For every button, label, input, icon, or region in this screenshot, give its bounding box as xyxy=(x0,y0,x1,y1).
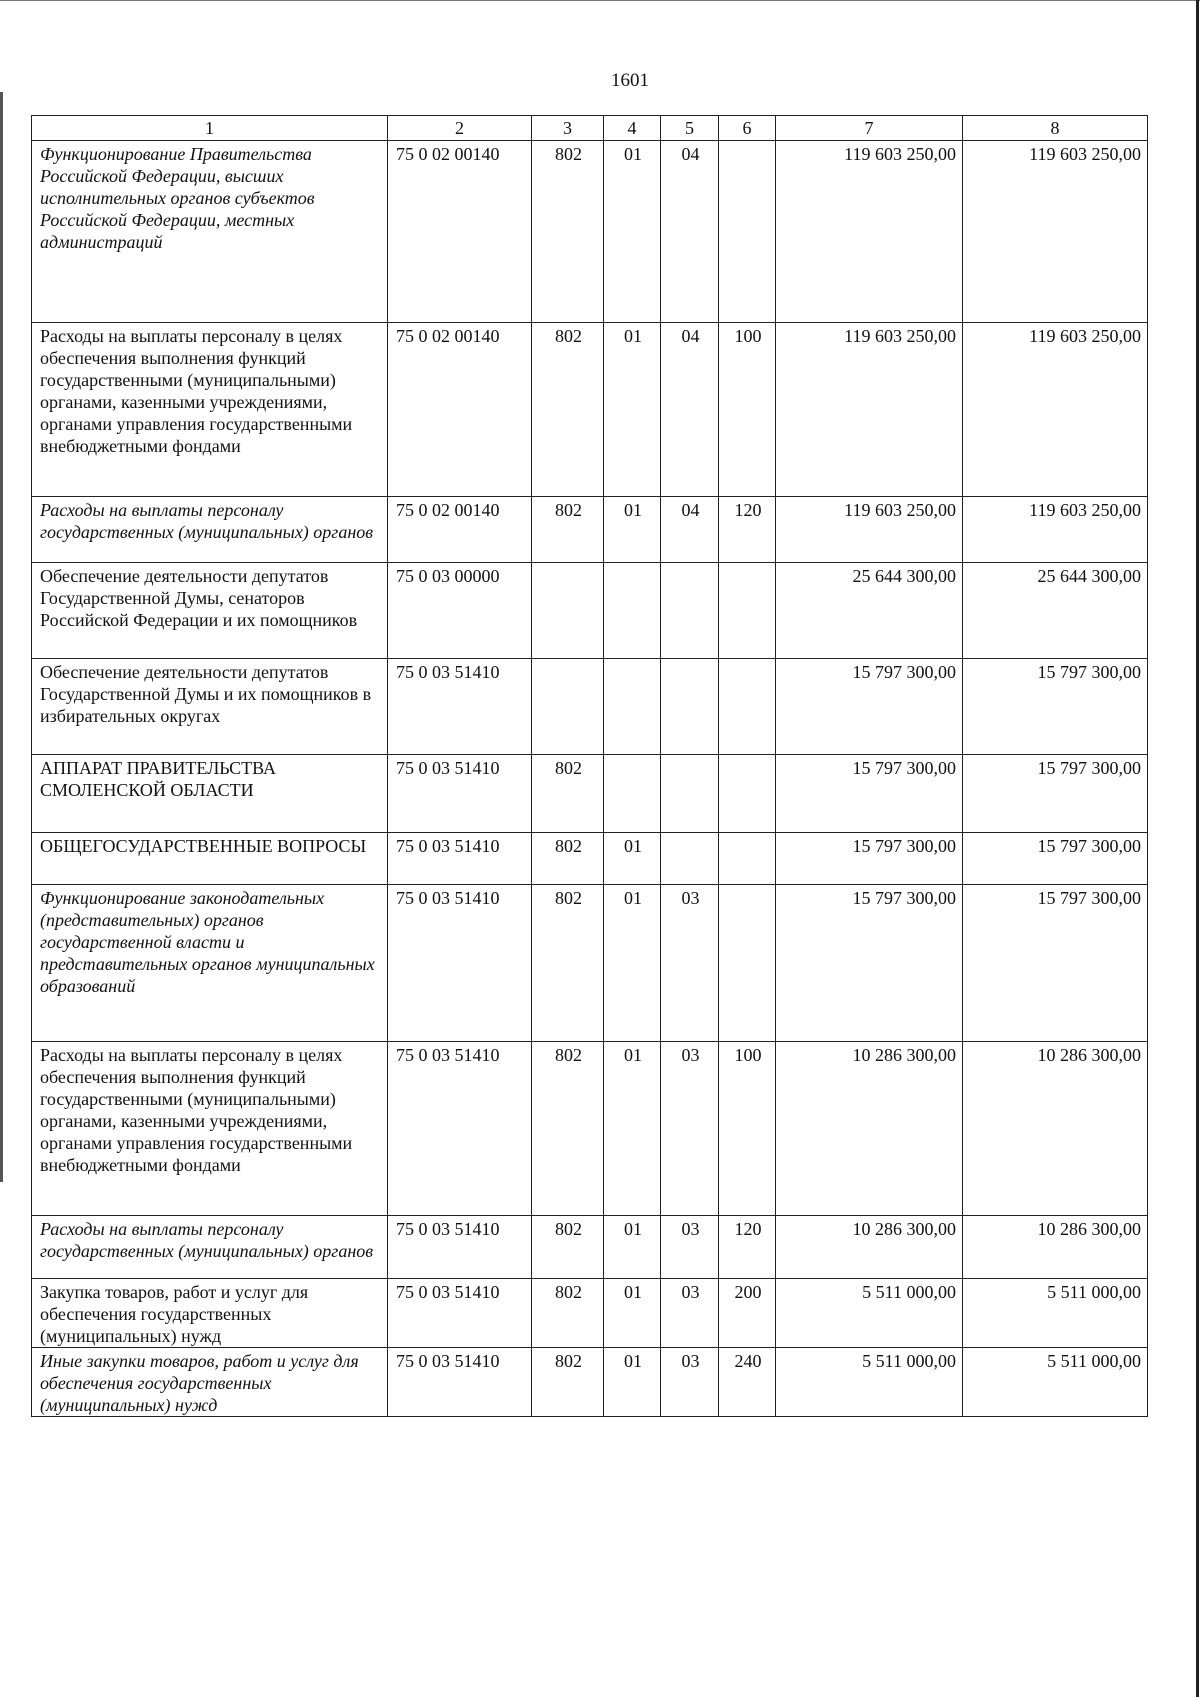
target-article-cell: 75 0 03 51410 xyxy=(388,1216,532,1279)
admin-code-cell: 802 xyxy=(532,755,604,833)
section-cell: 01 xyxy=(604,497,661,563)
target-article-cell: 75 0 03 51410 xyxy=(388,755,532,833)
target-article-cell: 75 0 03 51410 xyxy=(388,1042,532,1216)
subsection-cell: 04 xyxy=(661,497,719,563)
amount-cell: 15 797 300,00 xyxy=(963,833,1148,885)
column-header: 1 xyxy=(32,116,388,141)
row-name-cell: ОБЩЕГОСУДАРСТВЕННЫЕ ВОПРОСЫ xyxy=(32,833,388,885)
column-header: 2 xyxy=(388,116,532,141)
amount-cell: 25 644 300,00 xyxy=(776,563,963,659)
admin-code-cell: 802 xyxy=(532,1348,604,1417)
row-name-cell: Обеспечение деятельности депутатов Государственной Думы, сенаторов Российской Федерации и их помощников xyxy=(32,563,388,659)
expense-type-cell xyxy=(719,659,776,755)
expense-type-cell: 240 xyxy=(719,1348,776,1417)
table-row xyxy=(32,1216,1148,1279)
amount-cell: 15 797 300,00 xyxy=(963,659,1148,755)
amount-cell: 5 511 000,00 xyxy=(963,1279,1148,1348)
admin-code-cell xyxy=(532,563,604,659)
subsection-cell xyxy=(661,659,719,755)
target-article-cell: 75 0 03 51410 xyxy=(388,885,532,1042)
amount-cell: 5 511 000,00 xyxy=(776,1279,963,1348)
subsection-cell: 04 xyxy=(661,323,719,497)
column-header: 8 xyxy=(963,116,1148,141)
section-cell: 01 xyxy=(604,323,661,497)
table-row xyxy=(32,563,1148,659)
section-cell: 01 xyxy=(604,1042,661,1216)
amount-cell: 10 286 300,00 xyxy=(776,1042,963,1216)
table-body xyxy=(32,141,1148,1417)
subsection-cell: 03 xyxy=(661,1216,719,1279)
table-row xyxy=(32,1279,1148,1348)
amount-cell: 15 797 300,00 xyxy=(776,659,963,755)
amount-cell: 119 603 250,00 xyxy=(776,141,963,323)
row-name-cell: Расходы на выплаты персоналу в целях обеспечения выполнения функций государственными (муниципальными) органами, казенными учреждениями, органами управления государственными внебюджетными фондами xyxy=(32,1042,388,1216)
scan-top-edge xyxy=(0,0,1200,1)
table-row xyxy=(32,659,1148,755)
admin-code-cell: 802 xyxy=(532,1279,604,1348)
admin-code-cell: 802 xyxy=(532,1216,604,1279)
subsection-cell: 03 xyxy=(661,885,719,1042)
header-row xyxy=(32,116,1148,141)
admin-code-cell: 802 xyxy=(532,141,604,323)
target-article-cell: 75 0 02 00140 xyxy=(388,141,532,323)
section-cell xyxy=(604,755,661,833)
table-row xyxy=(32,323,1148,497)
admin-code-cell: 802 xyxy=(532,1042,604,1216)
row-name-cell: Обеспечение деятельности депутатов Государственной Думы и их помощников в избирательных округах xyxy=(32,659,388,755)
amount-cell: 5 511 000,00 xyxy=(963,1348,1148,1417)
admin-code-cell: 802 xyxy=(532,833,604,885)
amount-cell: 119 603 250,00 xyxy=(963,323,1148,497)
table-row xyxy=(32,1348,1148,1417)
subsection-cell: 03 xyxy=(661,1348,719,1417)
admin-code-cell: 802 xyxy=(532,885,604,1042)
section-cell: 01 xyxy=(604,833,661,885)
column-header: 5 xyxy=(661,116,719,141)
section-cell xyxy=(604,563,661,659)
admin-code-cell xyxy=(532,659,604,755)
row-name-cell: Иные закупки товаров, работ и услуг для обеспечения государственных (муниципальных) нужд xyxy=(32,1348,388,1417)
expense-type-cell: 200 xyxy=(719,1279,776,1348)
target-article-cell: 75 0 03 51410 xyxy=(388,659,532,755)
expense-type-cell xyxy=(719,755,776,833)
amount-cell: 119 603 250,00 xyxy=(776,323,963,497)
amount-cell: 119 603 250,00 xyxy=(963,141,1148,323)
amount-cell: 10 286 300,00 xyxy=(963,1216,1148,1279)
section-cell: 01 xyxy=(604,885,661,1042)
column-header: 7 xyxy=(776,116,963,141)
subsection-cell: 03 xyxy=(661,1279,719,1348)
expense-type-cell xyxy=(719,833,776,885)
subsection-cell: 03 xyxy=(661,1042,719,1216)
expense-type-cell: 120 xyxy=(719,1216,776,1279)
table-row xyxy=(32,497,1148,563)
expense-type-cell: 100 xyxy=(719,323,776,497)
section-cell: 01 xyxy=(604,1279,661,1348)
table-row xyxy=(32,833,1148,885)
amount-cell: 119 603 250,00 xyxy=(776,497,963,563)
subsection-cell xyxy=(661,563,719,659)
target-article-cell: 75 0 02 00140 xyxy=(388,497,532,563)
column-header: 4 xyxy=(604,116,661,141)
amount-cell: 15 797 300,00 xyxy=(963,755,1148,833)
column-header: 3 xyxy=(532,116,604,141)
target-article-cell: 75 0 03 51410 xyxy=(388,1348,532,1417)
target-article-cell: 75 0 03 51410 xyxy=(388,1279,532,1348)
section-cell: 01 xyxy=(604,1348,661,1417)
table-row xyxy=(32,755,1148,833)
budget-table xyxy=(31,115,1148,1417)
target-article-cell: 75 0 02 00140 xyxy=(388,323,532,497)
expense-type-cell xyxy=(719,141,776,323)
row-name-cell: Расходы на выплаты персоналу государственных (муниципальных) органов xyxy=(32,1216,388,1279)
subsection-cell xyxy=(661,833,719,885)
table-row xyxy=(32,885,1148,1042)
amount-cell: 15 797 300,00 xyxy=(776,833,963,885)
section-cell: 01 xyxy=(604,1216,661,1279)
row-name-cell: Закупка товаров, работ и услуг для обеспечения государственных (муниципальных) нужд xyxy=(32,1279,388,1348)
admin-code-cell: 802 xyxy=(532,497,604,563)
amount-cell: 119 603 250,00 xyxy=(963,497,1148,563)
row-name-cell: Расходы на выплаты персоналу государственных (муниципальных) органов xyxy=(32,497,388,563)
expense-type-cell: 120 xyxy=(719,497,776,563)
target-article-cell: 75 0 03 51410 xyxy=(388,833,532,885)
section-cell: 01 xyxy=(604,141,661,323)
admin-code-cell: 802 xyxy=(532,323,604,497)
amount-cell: 15 797 300,00 xyxy=(776,885,963,1042)
subsection-cell xyxy=(661,755,719,833)
row-name-cell: АППАРАТ ПРАВИТЕЛЬСТВА СМОЛЕНСКОЙ ОБЛАСТИ xyxy=(32,755,388,833)
section-cell xyxy=(604,659,661,755)
expense-type-cell xyxy=(719,563,776,659)
target-article-cell: 75 0 03 00000 xyxy=(388,563,532,659)
amount-cell: 15 797 300,00 xyxy=(963,885,1148,1042)
row-name-cell: Функционирование Правительства Российской Федерации, высших исполнительных органов субъектов Российской Федерации, местных администраций xyxy=(32,141,388,323)
table-row xyxy=(32,141,1148,323)
amount-cell: 10 286 300,00 xyxy=(776,1216,963,1279)
page-number: 1601 xyxy=(611,70,649,91)
scan-right-edge xyxy=(1196,0,1199,1697)
row-name-cell: Функционирование законодательных (представительных) органов государственной власти и представительных органов муниципальных образований xyxy=(32,885,388,1042)
expense-type-cell: 100 xyxy=(719,1042,776,1216)
row-name-cell: Расходы на выплаты персоналу в целях обеспечения выполнения функций государственными (муниципальными) органами, казенными учреждениями, органами управления государственными внебюджетными фондами xyxy=(32,323,388,497)
scan-left-mark xyxy=(0,92,3,1182)
amount-cell: 15 797 300,00 xyxy=(776,755,963,833)
expense-type-cell xyxy=(719,885,776,1042)
amount-cell: 5 511 000,00 xyxy=(776,1348,963,1417)
column-header: 6 xyxy=(719,116,776,141)
amount-cell: 10 286 300,00 xyxy=(963,1042,1148,1216)
amount-cell: 25 644 300,00 xyxy=(963,563,1148,659)
table-row xyxy=(32,1042,1148,1216)
subsection-cell: 04 xyxy=(661,141,719,323)
